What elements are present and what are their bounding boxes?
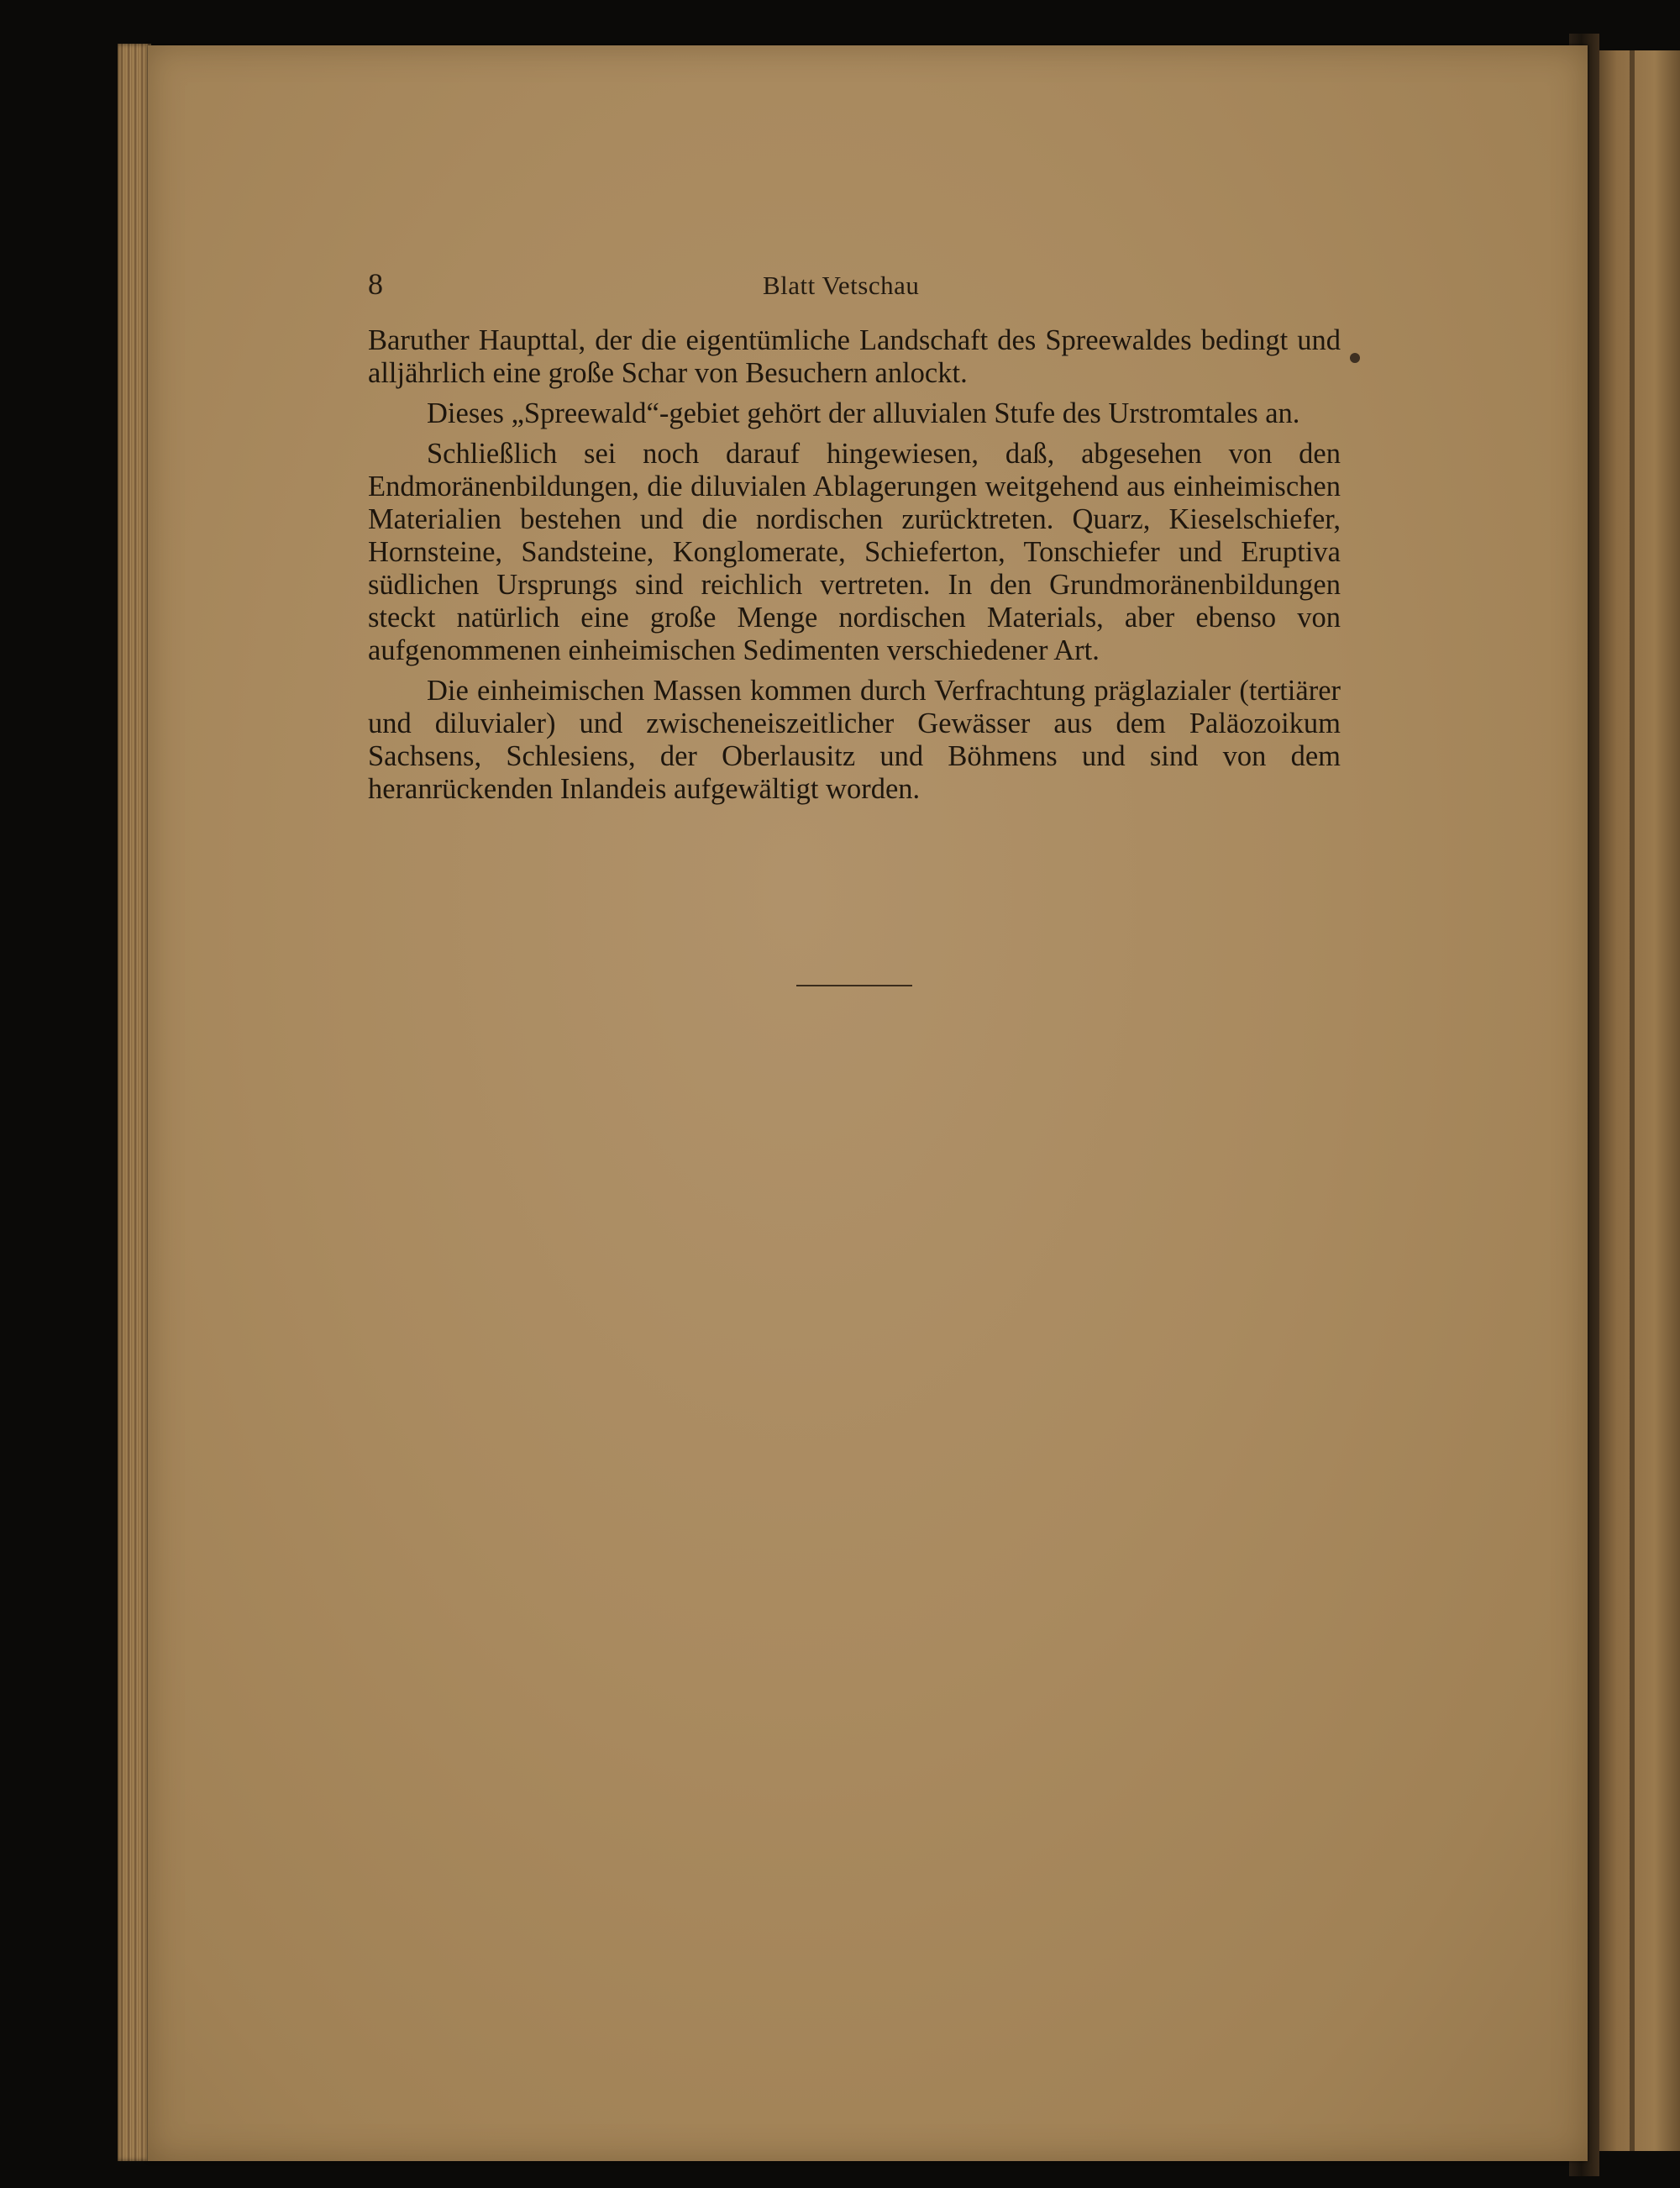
body-text [368,324,1341,813]
paragraph-1: Baruther Haupttal, der die eigentümliche Landschaft des Spreewaldes bedingt und alljährlich eine große Schar von Besuchern anlockt. [368,324,1341,389]
section-end-rule [796,985,912,986]
ink-speck [1350,353,1360,363]
page-header [368,266,1342,308]
facing-page-shadow [1630,50,1635,2151]
paragraph-2: Dieses „Spreewald“-gebiet gehört der alluvialen Stufe des Urstromtales an. [427,397,1300,429]
paragraph-4: Die einheimischen Massen kommen durch Verfrachtung präglazialer (tertiärer und diluvialer) und zwischeneiszeitlicher Gewässer aus dem Paläozoikum Sachsens, Schlesiens, der Oberlausitz und Böhmens und sind von dem heranrückenden Inlandeis aufgewältigt worden. [368,675,1341,805]
page-number: 8 [368,267,383,301]
running-title: Blatt Vetschau [763,271,920,300]
paragraph-3: Schließlich sei noch darauf hingewiesen, daß, abgesehen von den Endmoränenbildungen, die diluvialen Ablagerungen weitgehend aus einheimischen Materialien bestehen und die nordischen zurücktreten. Quarz, Kieselschiefer, Hornsteine, Sandsteine, Konglomerate, Schieferton, Tonschiefer und Eruptiva südlichen Ursprungs sind reichlich vertreten. In den Grundmoränenbildungen steckt natürlich eine große Menge nordischen Materials, aber ebenso von aufgenommenen einheimischen Sedimenten verschiedener Art. [368,438,1341,666]
facing-page-edge [1596,50,1680,2151]
page-edges [118,44,151,2161]
